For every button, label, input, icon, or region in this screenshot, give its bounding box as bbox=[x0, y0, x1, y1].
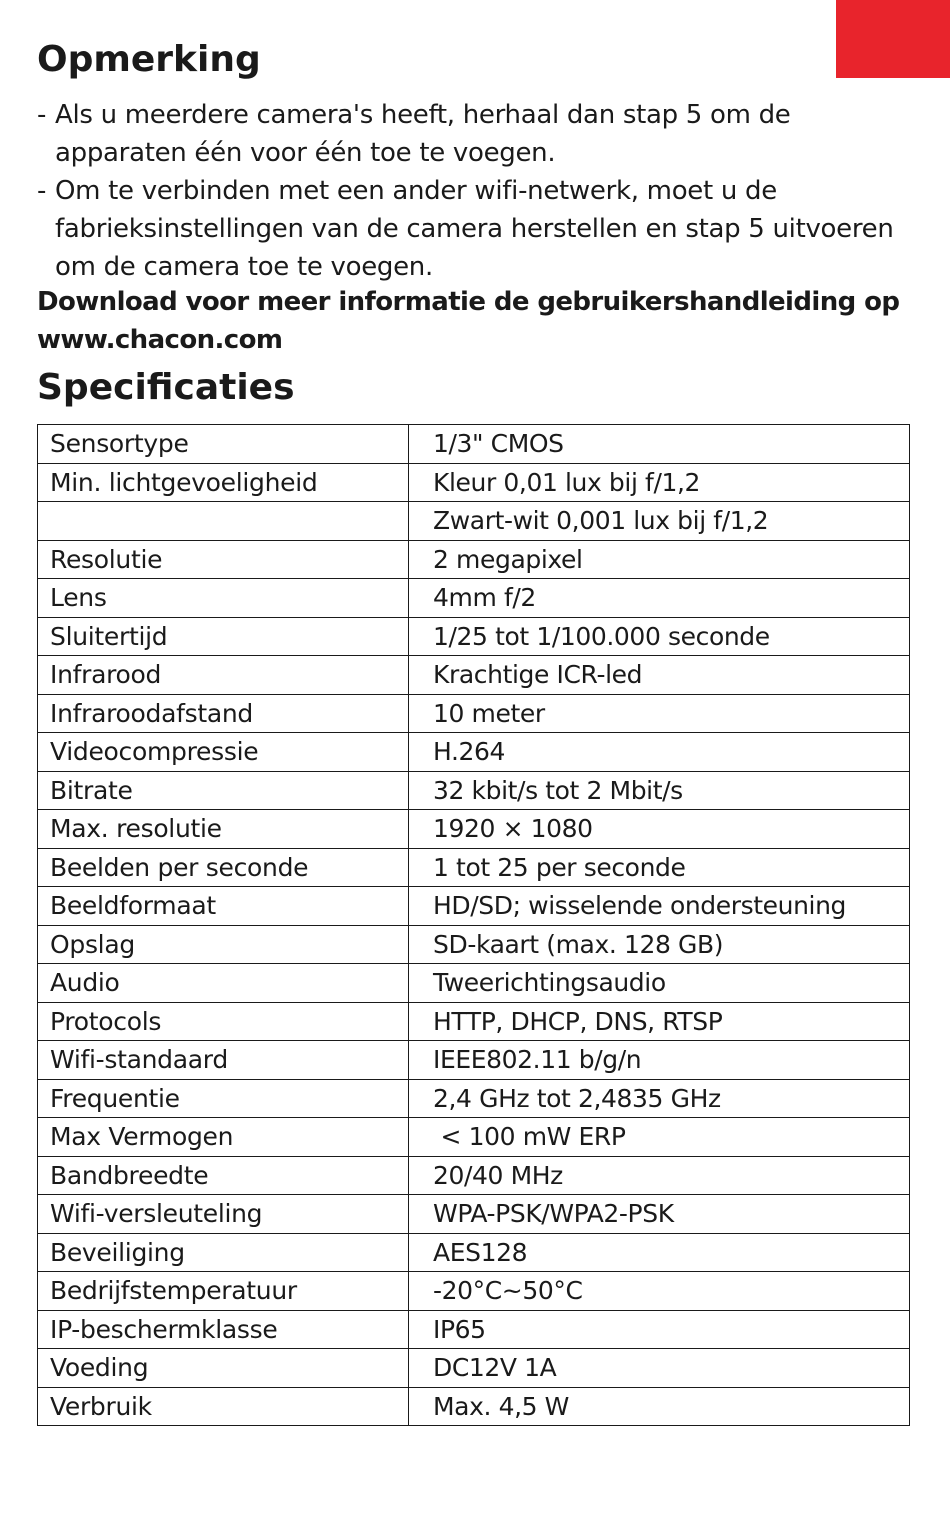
spec-label: Resolutie bbox=[38, 540, 409, 579]
table-row bbox=[38, 579, 910, 618]
spec-value: HTTP, DHCP, DNS, RTSP bbox=[409, 1002, 910, 1041]
spec-label: Bedrijfstemperatuur bbox=[38, 1272, 409, 1311]
spec-label bbox=[38, 502, 409, 541]
note-text: Om te verbinden met een ander wifi-netwerk, moet u de fabrieksinstellingen van de camera herstellen en stap 5 uitvoeren om de camera toe te voegen. bbox=[55, 176, 894, 282]
spec-label: Verbruik bbox=[38, 1387, 409, 1426]
table-row bbox=[38, 1002, 910, 1041]
spec-label: Infrarood bbox=[38, 656, 409, 695]
spec-value: 1 tot 25 per seconde bbox=[409, 848, 910, 887]
table-row bbox=[38, 1349, 910, 1388]
spec-value: Zwart-wit 0,001 lux bij f/1,2 bbox=[409, 502, 910, 541]
spec-value: Max. 4,5 W bbox=[409, 1387, 910, 1426]
spec-label: Bandbreedte bbox=[38, 1156, 409, 1195]
spec-label: Wifi-versleuteling bbox=[38, 1195, 409, 1234]
spec-value: 1/25 tot 1/100.000 seconde bbox=[409, 617, 910, 656]
spec-label: Lens bbox=[38, 579, 409, 618]
spec-value: DC12V 1A bbox=[409, 1349, 910, 1388]
spec-value: Krachtige ICR-led bbox=[409, 656, 910, 695]
spec-value: 1/3" CMOS bbox=[409, 425, 910, 464]
spec-value: Kleur 0,01 lux bij f/1,2 bbox=[409, 463, 910, 502]
spec-value: 20/40 MHz bbox=[409, 1156, 910, 1195]
spec-value: IEEE802.11 b/g/n bbox=[409, 1041, 910, 1080]
spec-label: Videocompressie bbox=[38, 733, 409, 772]
spec-value: 32 kbit/s tot 2 Mbit/s bbox=[409, 771, 910, 810]
spec-label: Frequentie bbox=[38, 1079, 409, 1118]
spec-value: Tweerichtingsaudio bbox=[409, 964, 910, 1003]
spec-label: Beeldformaat bbox=[38, 887, 409, 926]
table-row bbox=[38, 771, 910, 810]
table-row bbox=[38, 617, 910, 656]
spec-label: IP-beschermklasse bbox=[38, 1310, 409, 1349]
spec-label: Voeding bbox=[38, 1349, 409, 1388]
spec-label: Sensortype bbox=[38, 425, 409, 464]
table-row bbox=[38, 887, 910, 926]
table-row bbox=[38, 463, 910, 502]
spec-label: Protocols bbox=[38, 1002, 409, 1041]
spec-value: HD/SD; wisselende ondersteuning bbox=[409, 887, 910, 926]
specs-title: Specificaties bbox=[37, 367, 295, 408]
table-row bbox=[38, 694, 910, 733]
table-row bbox=[38, 848, 910, 887]
spec-value: WPA-PSK/WPA2-PSK bbox=[409, 1195, 910, 1234]
red-corner-tab bbox=[836, 0, 950, 78]
table-row bbox=[38, 964, 910, 1003]
spec-label: Wifi-standaard bbox=[38, 1041, 409, 1080]
spec-value: < 100 mW ERP bbox=[409, 1118, 910, 1157]
table-row bbox=[38, 1041, 910, 1080]
specs-table bbox=[37, 424, 910, 1426]
remark-notes bbox=[37, 96, 907, 286]
note-item: - Als u meerdere camera's heeft, herhaal dan stap 5 om de apparaten één voor één toe te voegen. bbox=[37, 100, 791, 168]
spec-value: AES128 bbox=[409, 1233, 910, 1272]
table-row bbox=[38, 540, 910, 579]
spec-label: Audio bbox=[38, 964, 409, 1003]
spec-label: Beveiliging bbox=[38, 1233, 409, 1272]
table-row bbox=[38, 502, 910, 541]
table-row bbox=[38, 1079, 910, 1118]
spec-label: Bitrate bbox=[38, 771, 409, 810]
note-text: Als u meerdere camera's heeft, herhaal dan stap 5 om de apparaten één voor één toe te voegen. bbox=[55, 100, 791, 168]
spec-label: Beelden per seconde bbox=[38, 848, 409, 887]
spec-label: Sluitertijd bbox=[38, 617, 409, 656]
spec-value: H.264 bbox=[409, 733, 910, 772]
remark-title: Opmerking bbox=[37, 39, 261, 80]
spec-label: Max Vermogen bbox=[38, 1118, 409, 1157]
table-row bbox=[38, 1310, 910, 1349]
table-row bbox=[38, 425, 910, 464]
spec-value: 2,4 GHz tot 2,4835 GHz bbox=[409, 1079, 910, 1118]
download-note: Download voor meer informatie de gebruikershandleiding op www.chacon.com bbox=[37, 287, 900, 355]
table-row bbox=[38, 1233, 910, 1272]
spec-label: Infraroodafstand bbox=[38, 694, 409, 733]
spec-value: IP65 bbox=[409, 1310, 910, 1349]
note-item: - Om te verbinden met een ander wifi-netwerk, moet u de fabrieksinstellingen van de camera herstellen en stap 5 uitvoeren om de camera toe te voegen. bbox=[37, 176, 894, 282]
table-row bbox=[38, 1272, 910, 1311]
spec-label: Max. resolutie bbox=[38, 810, 409, 849]
table-row bbox=[38, 1195, 910, 1234]
table-row bbox=[38, 1118, 910, 1157]
table-row bbox=[38, 1387, 910, 1426]
spec-value: 2 megapixel bbox=[409, 540, 910, 579]
table-row bbox=[38, 810, 910, 849]
table-row bbox=[38, 925, 910, 964]
spec-label: Min. lichtgevoeligheid bbox=[38, 463, 409, 502]
table-row bbox=[38, 656, 910, 695]
spec-value: SD-kaart (max. 128 GB) bbox=[409, 925, 910, 964]
spec-value: 1920 × 1080 bbox=[409, 810, 910, 849]
spec-label: Opslag bbox=[38, 925, 409, 964]
table-row bbox=[38, 733, 910, 772]
table-row bbox=[38, 1156, 910, 1195]
spec-value: 4mm f/2 bbox=[409, 579, 910, 618]
spec-value: -20°C~50°C bbox=[409, 1272, 910, 1311]
spec-value: 10 meter bbox=[409, 694, 910, 733]
